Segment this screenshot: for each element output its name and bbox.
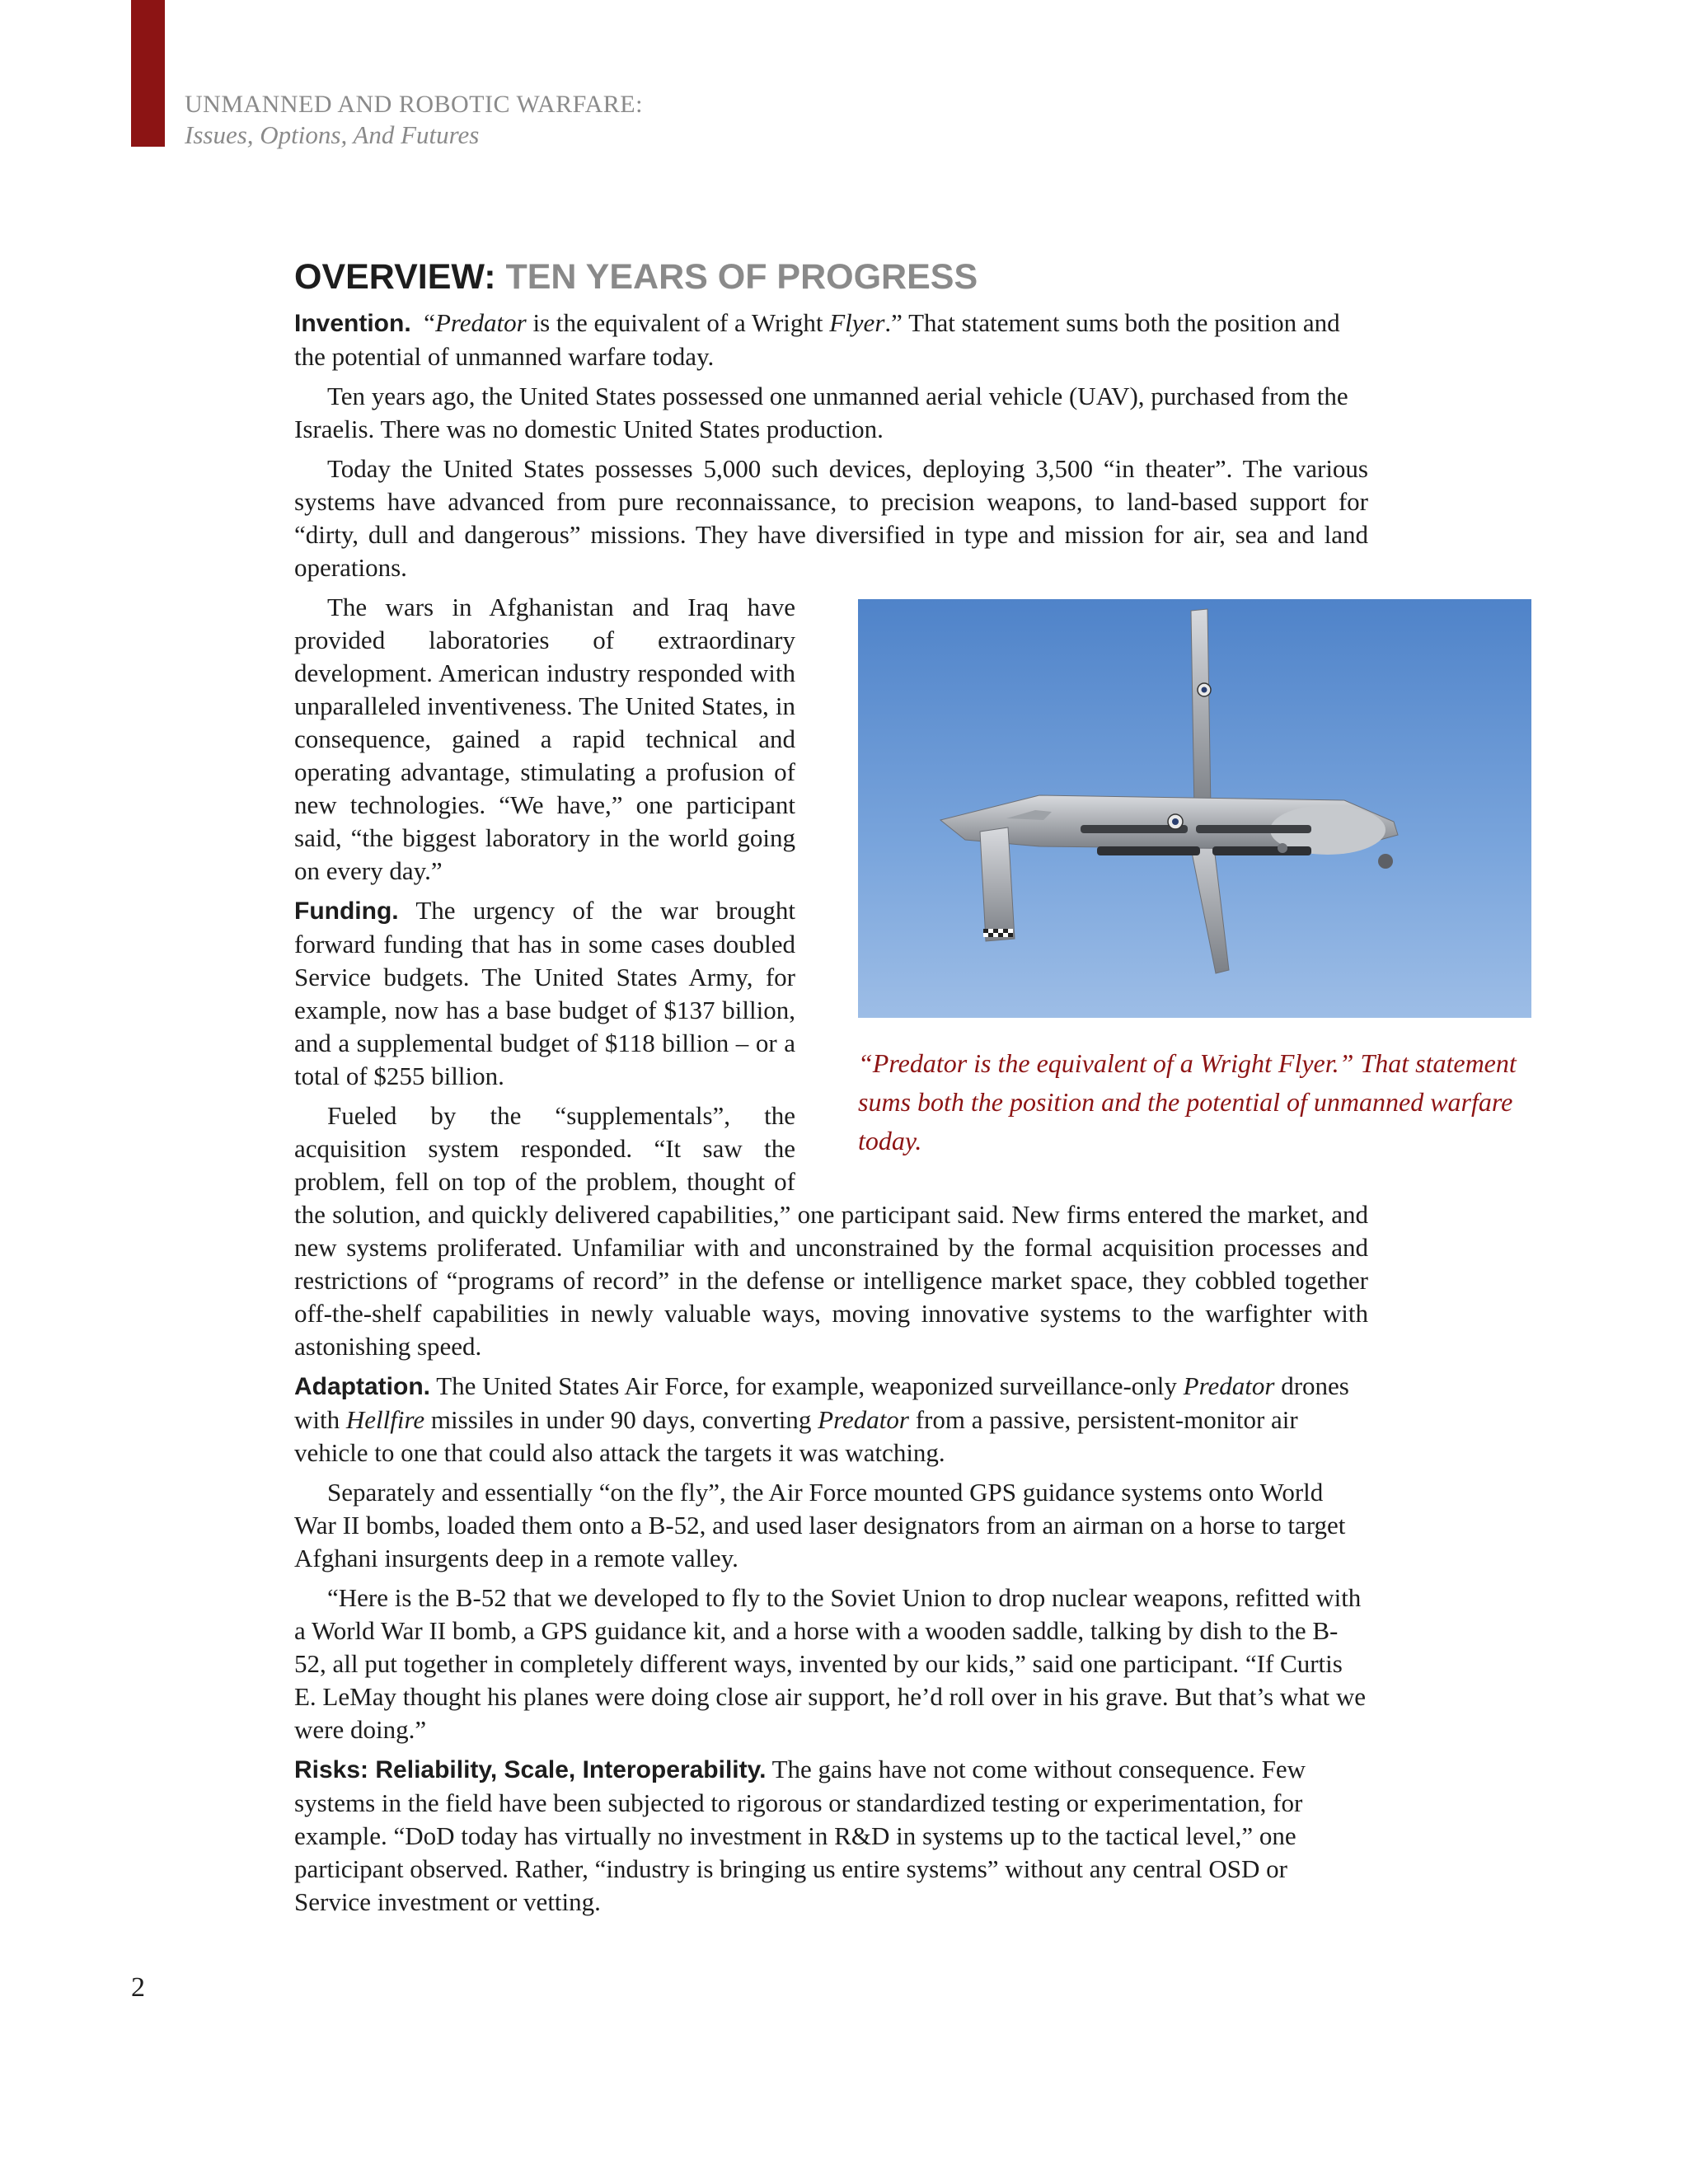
italic-run: Predator (1183, 1371, 1275, 1400)
header-accent-bar (131, 0, 165, 147)
section-title-main: OVERVIEW: (294, 257, 496, 297)
text-run: drones with (294, 1371, 1349, 1434)
paragraph-risks (294, 1753, 1368, 1919)
italic-run: Hellfire (345, 1405, 425, 1434)
predator-figure (858, 599, 1531, 1160)
paragraph-adaptation (294, 1370, 1368, 1469)
section-title-sub: TEN YEARS OF PROGRESS (505, 257, 978, 297)
lead-adaptation: Adaptation. (294, 1373, 430, 1400)
italic-run: Flyer (829, 308, 885, 337)
text-run: missiles in under 90 days, converting (424, 1405, 818, 1434)
lead-risks: Risks: Reliability, Scale, Interoperability. (294, 1756, 767, 1783)
page-number: 2 (131, 1972, 145, 2003)
lead-invention: Invention. (294, 310, 411, 337)
predator-drone-photo (858, 599, 1531, 1018)
text-run: from a passive, persistent-monitor air vehicle to one that could also attack the targets it was watching. (294, 1405, 1298, 1467)
paragraph-supplementals: Fueled by the “supplementals”, the acquisition system responded. “It saw the problem, fell on top of the problem, thought of the solution, and quickly delivered capabilities,” one participant said. New firms entered the market, and new systems proliferated. Unfamiliar with and unconstrained by the formal acquisition processes and restrictions of “programs of record” in the defense or intelligence market space, they cobbled together off-the-shelf capabilities in newly valuable ways, moving innovative systems to the warfighter with astonishing speed. (294, 1101, 1368, 1361)
text-run: .” That statement sums both the position and the potential of unmanned warfare today. (294, 308, 1340, 371)
text-run: The United States Air Force, for example, weaponized surveillance-only (430, 1371, 1184, 1400)
paragraph-ten-years-ago: Ten years ago, the United States possessed one unmanned aerial vehicle (UAV), purchased from the Israelis. There was no domestic United States production. (294, 382, 1348, 443)
running-header-subtitle: Issues, Options, And Futures (185, 120, 480, 149)
italic-run: Predator (434, 308, 527, 337)
paragraph-wars: The wars in Afghanistan and Iraq have provided laboratories of extraordinary development. American industry responded with unparalleled inventiveness. The United States, in consequence, gained a rapid technical and operating advantage, stimulating a profusion of new technologies. “We have,” one participant said, “the biggest laboratory in the world going on every day.” (294, 593, 795, 885)
text-run: “ (424, 308, 435, 337)
article (294, 252, 1517, 1925)
section-title (294, 252, 1368, 302)
paragraph-today: Today the United States possesses 5,000 such devices, deploying 3,500 “in theater”. The various systems have advanced from pure reconnaissance, to precision weapons, to land-based support for “dirty, dull and dangerous” missions. They have diversified in type and mission for air, sea and land operations. (294, 454, 1368, 582)
paragraph-invention (294, 307, 1368, 373)
paragraph-b52-quote: “Here is the B-52 that we developed to fly to the Soviet Union to drop nuclear weapons, refitted with a World War II bomb, a GPS guidance kit, and a horse with a wooden saddle, talking by dish to the B-52, all put together in completely different ways, invented by our kids,” said one participant. “If Curtis E. LeMay thought his planes were doing close air support, he’d roll over in his grave. But that’s what we were doing.” (294, 1583, 1366, 1744)
italic-run: Predator (818, 1405, 909, 1434)
running-header (185, 89, 643, 150)
text-run: is the equivalent of a Wright (526, 308, 830, 337)
running-header-title: UNMANNED AND ROBOTIC WARFARE: (185, 91, 643, 118)
figure-caption: “Predator is the equivalent of a Wright Flyer.” That statement sums both the position and the potential of unmanned warfare today. (858, 1048, 1517, 1155)
paragraph-on-the-fly: Separately and essentially “on the fly”, the Air Force mounted GPS guidance systems onto World War II bombs, loaded them onto a B-52, and used laser designators from an airman on a horse to target Afghani insurgents deep in a remote valley. (294, 1478, 1346, 1572)
lead-funding: Funding. (294, 898, 399, 925)
text-run: The gains have not come without consequence. Few systems in the field have been subjected to rigorous or standardized testing or experimentation, for example. “DoD today has virtually no investment in R&D in systems up to the tactical level,” one participant observed. Rather, “industry is bringing us entire systems” without any central OSD or Service investment or vetting. (294, 1755, 1306, 1916)
text-run: The urgency of the war brought forward funding that has in some cases doubled Service budgets. The United States Army, for example, now has a base budget of $137 billion, and a supplemental budget of $118 billion – or a total of $255 billion. (294, 896, 795, 1090)
